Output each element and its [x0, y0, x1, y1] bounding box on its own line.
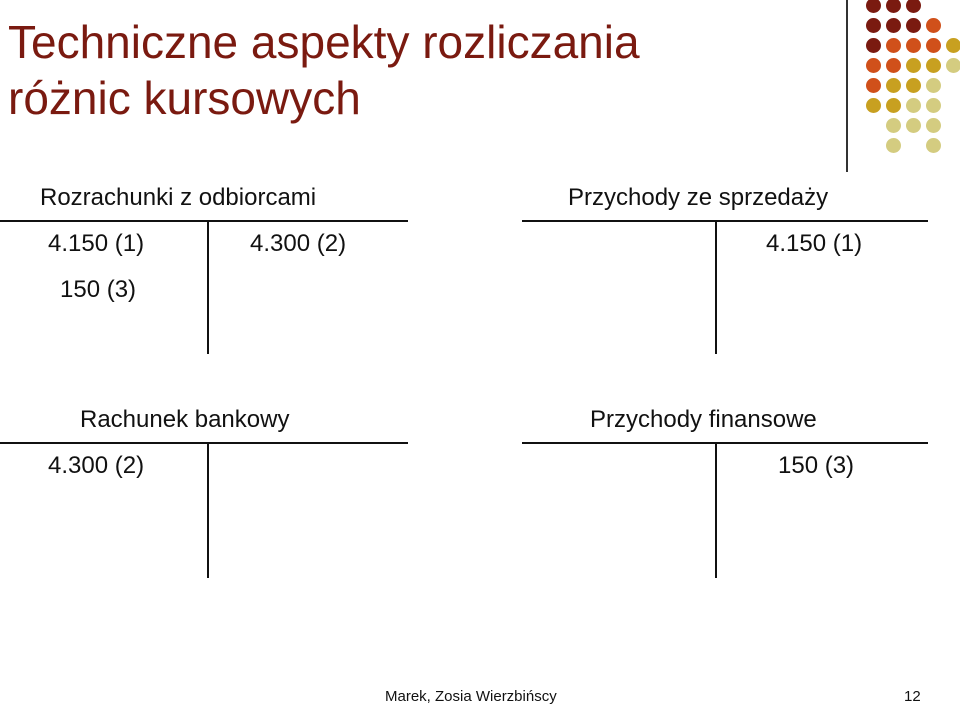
debit-entry: 150 (3) [60, 276, 137, 303]
t-account-middle-line [715, 442, 717, 578]
credit-entry: 4.150 (1) [766, 230, 863, 257]
dot [866, 0, 881, 13]
dot [866, 78, 881, 93]
page-number: 12 [904, 688, 921, 705]
dot [926, 58, 941, 73]
footer-author: Marek, Zosia Wierzbińscy [385, 688, 557, 705]
credit-entry: 150 (3) [778, 452, 855, 479]
dot [906, 38, 921, 53]
debit-entry: 4.150 (1) [48, 230, 145, 257]
decorative-divider [846, 0, 848, 172]
dot [926, 98, 941, 113]
dot [946, 58, 960, 73]
dot [906, 58, 921, 73]
credit-entry: 4.300 (2) [250, 230, 347, 257]
account-title-fin-income: Przychody finansowe [590, 406, 817, 433]
dot [866, 58, 881, 73]
dot [926, 18, 941, 33]
account-title-sales: Przychody ze sprzedaży [568, 184, 829, 211]
t-account-top-line [522, 220, 928, 222]
dot [866, 38, 881, 53]
dot [886, 38, 901, 53]
title-line-1: Techniczne aspekty rozliczania [8, 16, 640, 68]
account-title-receivables: Rozrachunki z odbiorcami [40, 184, 317, 211]
dot [926, 138, 941, 153]
dot [886, 118, 901, 133]
t-account-middle-line [207, 220, 209, 354]
t-account-top-line [0, 442, 408, 444]
t-account-top-line [0, 220, 408, 222]
account-title-bank: Rachunek bankowy [80, 406, 290, 433]
t-account-middle-line [715, 220, 717, 354]
dot [926, 78, 941, 93]
dot [946, 38, 960, 53]
dot [926, 118, 941, 133]
dot [886, 58, 901, 73]
dot [886, 18, 901, 33]
dot [886, 0, 901, 13]
t-account-top-line [522, 442, 928, 444]
dot [866, 18, 881, 33]
t-account-middle-line [207, 442, 209, 578]
dot [906, 18, 921, 33]
dot [886, 98, 901, 113]
debit-entry: 4.300 (2) [48, 452, 145, 479]
slide-title [8, 14, 838, 126]
title-line-2: różnic kursowych [8, 72, 361, 124]
dot [906, 78, 921, 93]
dot [866, 98, 881, 113]
dot [906, 0, 921, 13]
dot [886, 138, 901, 153]
dot [906, 98, 921, 113]
dot [906, 118, 921, 133]
dot [886, 78, 901, 93]
dot [926, 38, 941, 53]
